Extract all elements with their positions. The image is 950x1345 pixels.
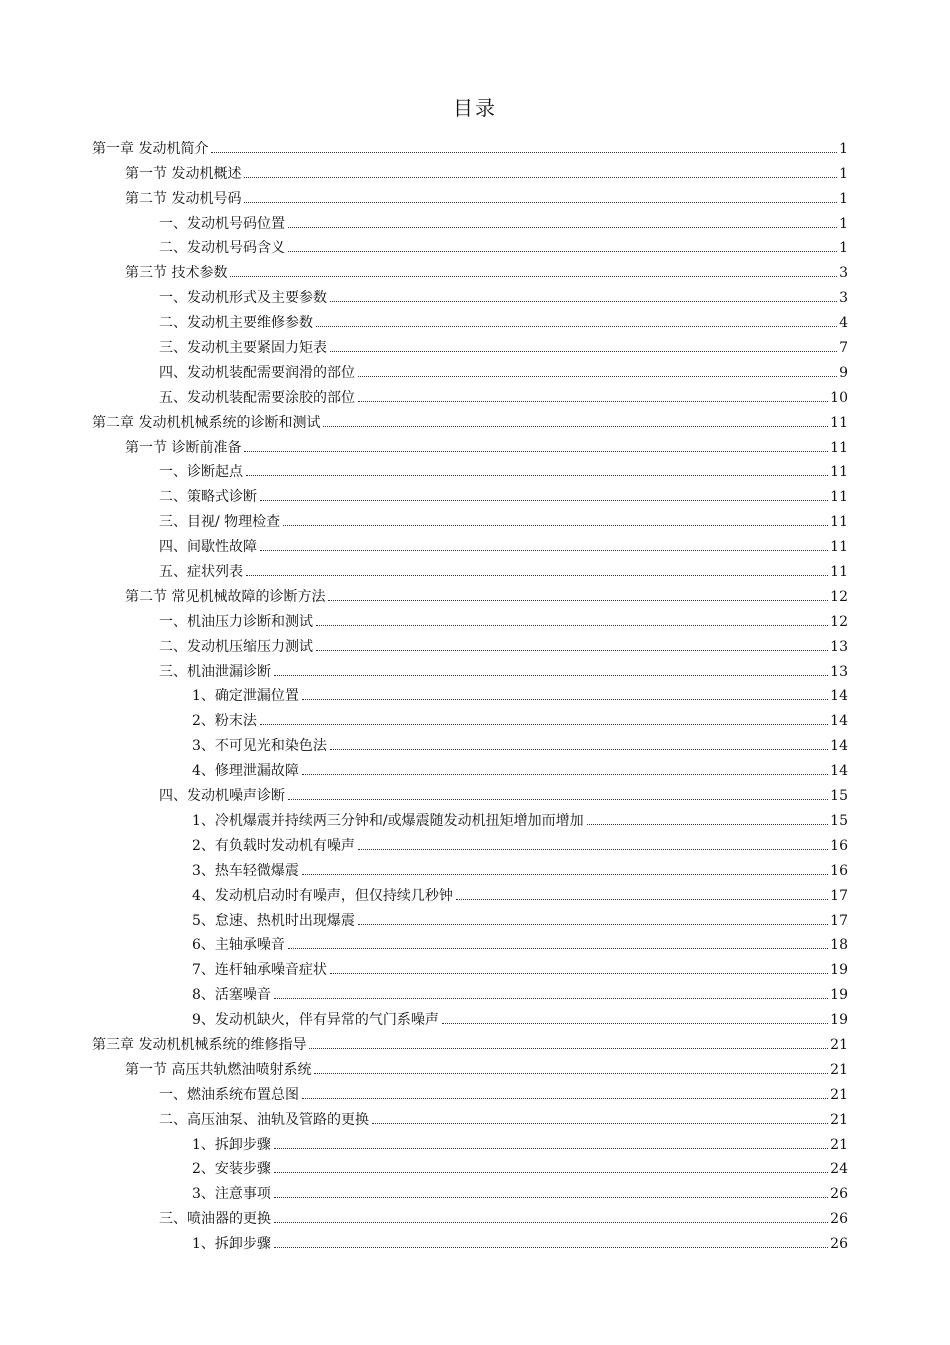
toc-entry[interactable] xyxy=(92,1227,848,1252)
toc-entry-title: 第三章 发动机机械系统的维修指导 xyxy=(92,1036,307,1053)
toc-entry-title: 四、间歇性故障 xyxy=(159,539,257,556)
dot-leader xyxy=(442,1023,828,1024)
toc-entry[interactable] xyxy=(92,580,848,605)
toc-entry-title: 3、热车轻微爆震 xyxy=(192,862,299,879)
toc-entry-title: 三、目视/ 物理检查 xyxy=(159,514,281,531)
dot-leader xyxy=(323,426,828,427)
dot-leader xyxy=(314,1073,828,1074)
dot-leader xyxy=(316,650,828,651)
table-of-contents xyxy=(92,132,848,1252)
toc-entry-page-number: 1 xyxy=(839,190,848,207)
toc-entry-page-number: 11 xyxy=(830,539,848,556)
dot-leader xyxy=(288,799,828,800)
toc-entry-page-number: 15 xyxy=(830,788,848,805)
toc-entry-page-number: 1 xyxy=(839,140,848,157)
toc-entry[interactable] xyxy=(92,1177,848,1202)
toc-entry-title: 一、燃油系统布置总图 xyxy=(159,1086,299,1103)
toc-entry-title: 一、诊断起点 xyxy=(159,464,243,481)
toc-entry-page-number: 12 xyxy=(830,613,848,630)
toc-entry-page-number: 21 xyxy=(830,1111,848,1128)
toc-entry-title: 1、拆卸步骤 xyxy=(192,1236,271,1253)
toc-entry-title: 第一节 发动机概述 xyxy=(125,165,242,182)
toc-entry[interactable] xyxy=(92,157,848,182)
toc-entry[interactable] xyxy=(92,754,848,779)
dot-leader xyxy=(260,724,828,725)
toc-entry-page-number: 14 xyxy=(830,688,848,705)
toc-entry[interactable] xyxy=(92,1153,848,1178)
toc-entry-page-number: 1 xyxy=(839,215,848,232)
toc-entry-title: 五、发动机装配需要涂胶的部位 xyxy=(159,389,355,406)
toc-entry[interactable] xyxy=(92,456,848,481)
toc-entry[interactable] xyxy=(92,132,848,157)
toc-entry-title: 4、修理泄漏故障 xyxy=(192,763,299,780)
toc-entry[interactable] xyxy=(92,605,848,630)
dot-leader xyxy=(274,1222,828,1223)
dot-leader xyxy=(211,152,837,153)
toc-entry[interactable] xyxy=(92,1128,848,1153)
dot-leader xyxy=(358,924,828,925)
dot-leader xyxy=(246,575,828,576)
toc-entry-title: 二、高压油泵、油轨及管路的更换 xyxy=(159,1111,369,1128)
toc-entry[interactable] xyxy=(92,431,848,456)
toc-entry-title: 1、拆卸步骤 xyxy=(192,1136,271,1153)
toc-entry[interactable] xyxy=(92,182,848,207)
toc-entry[interactable] xyxy=(92,879,848,904)
toc-entry-page-number: 3 xyxy=(839,290,848,307)
toc-entry-title: 2、有负载时发动机有噪声 xyxy=(192,837,355,854)
toc-entry-title: 一、机油压力诊断和测试 xyxy=(159,613,313,630)
dot-leader xyxy=(246,475,828,476)
toc-entry-page-number: 4 xyxy=(839,315,848,332)
dot-leader xyxy=(372,1123,828,1124)
toc-entry[interactable] xyxy=(92,1103,848,1128)
dot-leader xyxy=(274,998,828,999)
toc-entry-page-number: 13 xyxy=(830,663,848,680)
toc-entry-title: 第三节 技术参数 xyxy=(125,265,228,282)
toc-entry[interactable] xyxy=(92,555,848,580)
dot-leader xyxy=(330,351,837,352)
toc-entry-title: 第二节 常见机械故障的诊断方法 xyxy=(125,588,326,605)
toc-entry-page-number: 11 xyxy=(830,489,848,506)
toc-entry-page-number: 11 xyxy=(830,464,848,481)
dot-leader xyxy=(587,824,829,825)
toc-entry-title: 3、注意事项 xyxy=(192,1186,271,1203)
toc-entry[interactable] xyxy=(92,207,848,232)
dot-leader xyxy=(288,948,828,949)
toc-entry[interactable] xyxy=(92,356,848,381)
toc-entry-title: 4、发动机启动时有噪声，但仅持续几秒钟 xyxy=(192,887,453,904)
toc-entry-title: 二、发动机压缩压力测试 xyxy=(159,638,313,655)
toc-entry-page-number: 19 xyxy=(830,987,848,1004)
toc-entry-page-number: 11 xyxy=(830,514,848,531)
dot-leader xyxy=(328,600,828,601)
dot-leader xyxy=(288,227,837,228)
toc-entry-title: 第一节 诊断前准备 xyxy=(125,439,242,456)
toc-entry-title: 1、确定泄漏位置 xyxy=(192,688,299,705)
toc-entry-page-number: 18 xyxy=(830,937,848,954)
toc-entry-page-number: 11 xyxy=(830,414,848,431)
toc-entry-title: 5、怠速、热机时出现爆震 xyxy=(192,912,355,929)
toc-entry-title: 二、发动机主要维修参数 xyxy=(159,315,313,332)
toc-entry-page-number: 1 xyxy=(839,165,848,182)
toc-entry[interactable] xyxy=(92,655,848,680)
dot-leader xyxy=(358,376,837,377)
toc-entry-title: 三、机油泄漏诊断 xyxy=(159,663,271,680)
toc-entry[interactable] xyxy=(92,1028,848,1053)
toc-entry-title: 一、发动机形式及主要参数 xyxy=(159,290,327,307)
toc-entry-page-number: 26 xyxy=(830,1236,848,1253)
toc-entry[interactable] xyxy=(92,929,848,954)
dot-leader xyxy=(358,849,828,850)
dot-leader xyxy=(358,401,828,402)
toc-entry-page-number: 3 xyxy=(839,265,848,282)
toc-entry-page-number: 21 xyxy=(830,1061,848,1078)
toc-entry-page-number: 11 xyxy=(830,439,848,456)
toc-entry[interactable] xyxy=(92,779,848,804)
toc-entry-page-number: 26 xyxy=(830,1211,848,1228)
toc-entry[interactable] xyxy=(92,804,848,829)
toc-entry-page-number: 14 xyxy=(830,713,848,730)
toc-entry-page-number: 15 xyxy=(830,812,848,829)
toc-entry-page-number: 21 xyxy=(830,1036,848,1053)
toc-entry-page-number: 13 xyxy=(830,638,848,655)
toc-entry-page-number: 16 xyxy=(830,837,848,854)
toc-entry[interactable] xyxy=(92,729,848,754)
toc-entry-page-number: 17 xyxy=(830,887,848,904)
toc-entry-page-number: 1 xyxy=(839,240,848,257)
toc-entry[interactable] xyxy=(92,232,848,257)
toc-entry[interactable] xyxy=(92,281,848,306)
toc-entry[interactable] xyxy=(92,306,848,331)
toc-entry[interactable] xyxy=(92,256,848,281)
toc-entry-page-number: 26 xyxy=(830,1186,848,1203)
toc-entry[interactable] xyxy=(92,630,848,655)
dot-leader xyxy=(230,276,837,277)
toc-entry-page-number: 24 xyxy=(830,1161,848,1178)
toc-entry-title: 第二节 发动机号码 xyxy=(125,190,242,207)
toc-entry-page-number: 11 xyxy=(830,564,848,581)
toc-entry-page-number: 9 xyxy=(839,364,848,381)
toc-entry-title: 7、连杆轴承噪音症状 xyxy=(192,962,327,979)
toc-entry-title: 五、症状列表 xyxy=(159,564,243,581)
toc-entry-title: 6、主轴承噪音 xyxy=(192,937,285,954)
toc-entry-title: 第一节 高压共轨燃油喷射系统 xyxy=(125,1061,312,1078)
toc-entry[interactable] xyxy=(92,505,848,530)
dot-leader xyxy=(244,202,837,203)
toc-entry[interactable] xyxy=(92,904,848,929)
toc-entry-page-number: 14 xyxy=(830,763,848,780)
toc-entry[interactable] xyxy=(92,1053,848,1078)
toc-entry[interactable] xyxy=(92,978,848,1003)
dot-leader xyxy=(456,899,828,900)
toc-entry[interactable] xyxy=(92,854,848,879)
dot-leader xyxy=(244,451,828,452)
toc-entry[interactable] xyxy=(92,406,848,431)
toc-entry-title: 第一章 发动机简介 xyxy=(92,140,209,157)
toc-entry[interactable] xyxy=(92,480,848,505)
dot-leader xyxy=(274,1148,828,1149)
toc-entry[interactable] xyxy=(92,953,848,978)
dot-leader xyxy=(302,774,828,775)
dot-leader xyxy=(260,500,828,501)
toc-entry[interactable] xyxy=(92,680,848,705)
toc-entry-title: 2、粉末法 xyxy=(192,713,257,730)
toc-entry-page-number: 19 xyxy=(830,1012,848,1029)
dot-leader xyxy=(260,550,828,551)
dot-leader xyxy=(302,1098,828,1099)
dot-leader xyxy=(274,1247,828,1248)
dot-leader xyxy=(274,675,828,676)
toc-entry-title: 3、不可见光和染色法 xyxy=(192,738,327,755)
toc-entry[interactable] xyxy=(92,1202,848,1227)
toc-entry-title: 第二章 发动机机械系统的诊断和测试 xyxy=(92,414,321,431)
dot-leader xyxy=(316,625,828,626)
toc-entry-title: 二、发动机号码含义 xyxy=(159,240,285,257)
toc-entry-title: 二、策略式诊断 xyxy=(159,489,257,506)
toc-entry-title: 9、发动机缺火，伴有异常的气门系噪声 xyxy=(192,1012,439,1029)
toc-entry-title: 2、安装步骤 xyxy=(192,1161,271,1178)
toc-entry-title: 四、发动机装配需要润滑的部位 xyxy=(159,364,355,381)
toc-entry-title: 三、喷油器的更换 xyxy=(159,1211,271,1228)
toc-entry-page-number: 17 xyxy=(830,912,848,929)
toc-entry-title: 四、发动机噪声诊断 xyxy=(159,788,285,805)
toc-entry-title: 一、发动机号码位置 xyxy=(159,215,285,232)
toc-entry-page-number: 14 xyxy=(830,738,848,755)
dot-leader xyxy=(288,251,837,252)
toc-entry-page-number: 21 xyxy=(830,1086,848,1103)
toc-entry-title: 三、发动机主要紧固力矩表 xyxy=(159,340,327,357)
dot-leader xyxy=(244,177,837,178)
dot-leader xyxy=(330,749,828,750)
dot-leader xyxy=(274,1197,828,1198)
dot-leader xyxy=(316,326,837,327)
toc-entry-page-number: 16 xyxy=(830,862,848,879)
toc-entry[interactable] xyxy=(92,381,848,406)
toc-entry[interactable] xyxy=(92,530,848,555)
toc-entry[interactable] xyxy=(92,1003,848,1028)
toc-entry-title: 8、活塞噪音 xyxy=(192,987,271,1004)
toc-entry-page-number: 21 xyxy=(830,1136,848,1153)
toc-entry[interactable] xyxy=(92,331,848,356)
dot-leader xyxy=(302,699,828,700)
dot-leader xyxy=(309,1048,828,1049)
toc-entry[interactable] xyxy=(92,704,848,729)
toc-entry-title: 1、冷机爆震并持续两三分钟和/或爆震随发动机扭矩增加而增加 xyxy=(192,812,584,829)
dot-leader xyxy=(283,525,828,526)
dot-leader xyxy=(274,1172,828,1173)
dot-leader xyxy=(330,973,828,974)
toc-entry-page-number: 7 xyxy=(839,340,848,357)
toc-entry-page-number: 10 xyxy=(830,389,848,406)
dot-leader xyxy=(302,874,828,875)
toc-entry[interactable] xyxy=(92,1078,848,1103)
dot-leader xyxy=(330,301,837,302)
page-title: 目录 xyxy=(453,96,497,120)
toc-entry-page-number: 12 xyxy=(830,588,848,605)
toc-entry[interactable] xyxy=(92,829,848,854)
toc-entry-page-number: 19 xyxy=(830,962,848,979)
